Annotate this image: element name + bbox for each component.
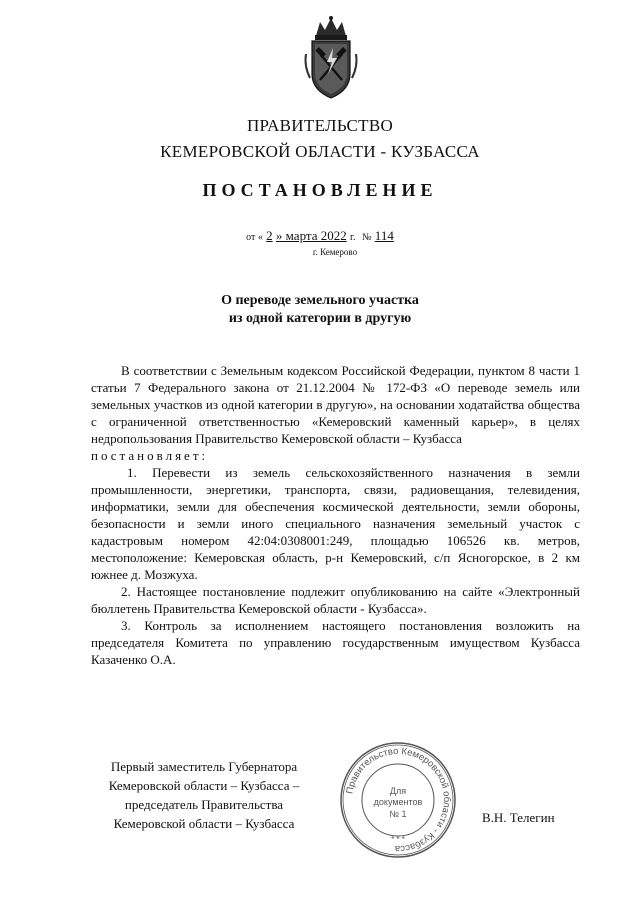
item-1: 1. Перевести из земель сельскохозяйственного назначения в земли промышленности, энергетики, транспорта, связи, радиовещания, телевидения, информатики, земли для обеспечения космической деятельности, земли обороны, безопасности и земли иного специального назначения земельный участок с кадастровым номером 42:04:0308001:249, площадью 106526 кв. метров, местоположение: Кемеровская область, р-н Кемеровский, с/п Ясногорское, в 2 км южнее д. Мозжуха. bbox=[91, 465, 580, 582]
stamp-center-line-2: документов bbox=[373, 797, 423, 807]
decree-word: постановляет: bbox=[91, 448, 209, 463]
item-2: 2. Настоящее постановление подлежит опубликованию на сайте «Электронный бюллетень Правительства Кемеровской области - Кузбасса». bbox=[91, 584, 580, 616]
year-suffix: г. bbox=[350, 232, 356, 243]
stamp-ring-text: Правительство Кемеровской области - Кузбасса bbox=[344, 745, 453, 855]
subject-line-1: О переводе земельного участка bbox=[221, 293, 419, 308]
document-type: ПОСТАНОВЛЕНИЕ bbox=[202, 180, 438, 200]
signer-title bbox=[88, 757, 320, 833]
city: г. Кемерово bbox=[312, 247, 358, 257]
signer-line-4: Кемеровской области – Кузбасса bbox=[113, 816, 295, 831]
signer-line-2: Кемеровской области – Кузбасса – bbox=[108, 778, 300, 793]
kuzbass-coat-of-arms-icon bbox=[302, 14, 360, 100]
stamp-center-line-3: № 1 bbox=[389, 809, 407, 819]
date-day: 2 bbox=[266, 228, 273, 243]
date-month-year: » марта 2022 bbox=[275, 228, 347, 243]
document-number: 114 bbox=[374, 228, 394, 243]
stamp-center-line-1: Для bbox=[389, 786, 407, 796]
preamble: В соответствии с Земельным кодексом Российской Федерации, пунктом 8 части 1 статьи 7 Федерального закона от 21.12.2004 № 172-ФЗ «О переводе земель или земельных участков из одной категории в другую», на основании ходатайства общества с ограниченной ответственностью «Кемеровский каменный карьер», в целях недропользования Правительство Кемеровской области – Кузбасса bbox=[91, 363, 580, 446]
government-line-1: ПРАВИТЕЛЬСТВО bbox=[246, 116, 394, 135]
item-3: 3. Контроль за исполнением настоящего постановления возложить на председателя Комитета по управлению государственным имуществом Кузбасса Казаченко О.А. bbox=[91, 618, 580, 667]
signer-line-3: председатель Правительства bbox=[124, 797, 284, 812]
subject-line-2: из одной категории в другую bbox=[228, 311, 412, 326]
government-line-2: КЕМЕРОВСКОЙ ОБЛАСТИ - КУЗБАССА bbox=[160, 142, 480, 161]
date-prefix: от « bbox=[246, 232, 263, 243]
signer-name: В.Н. Телегин bbox=[482, 810, 555, 825]
stamp-stars: * * * bbox=[391, 835, 405, 844]
signer-line-1: Первый заместитель Губернатора bbox=[110, 759, 298, 774]
subject bbox=[0, 292, 640, 328]
official-stamp bbox=[338, 740, 458, 860]
document-body bbox=[91, 362, 580, 668]
number-prefix: № bbox=[362, 232, 372, 243]
date-number-line bbox=[0, 228, 640, 244]
